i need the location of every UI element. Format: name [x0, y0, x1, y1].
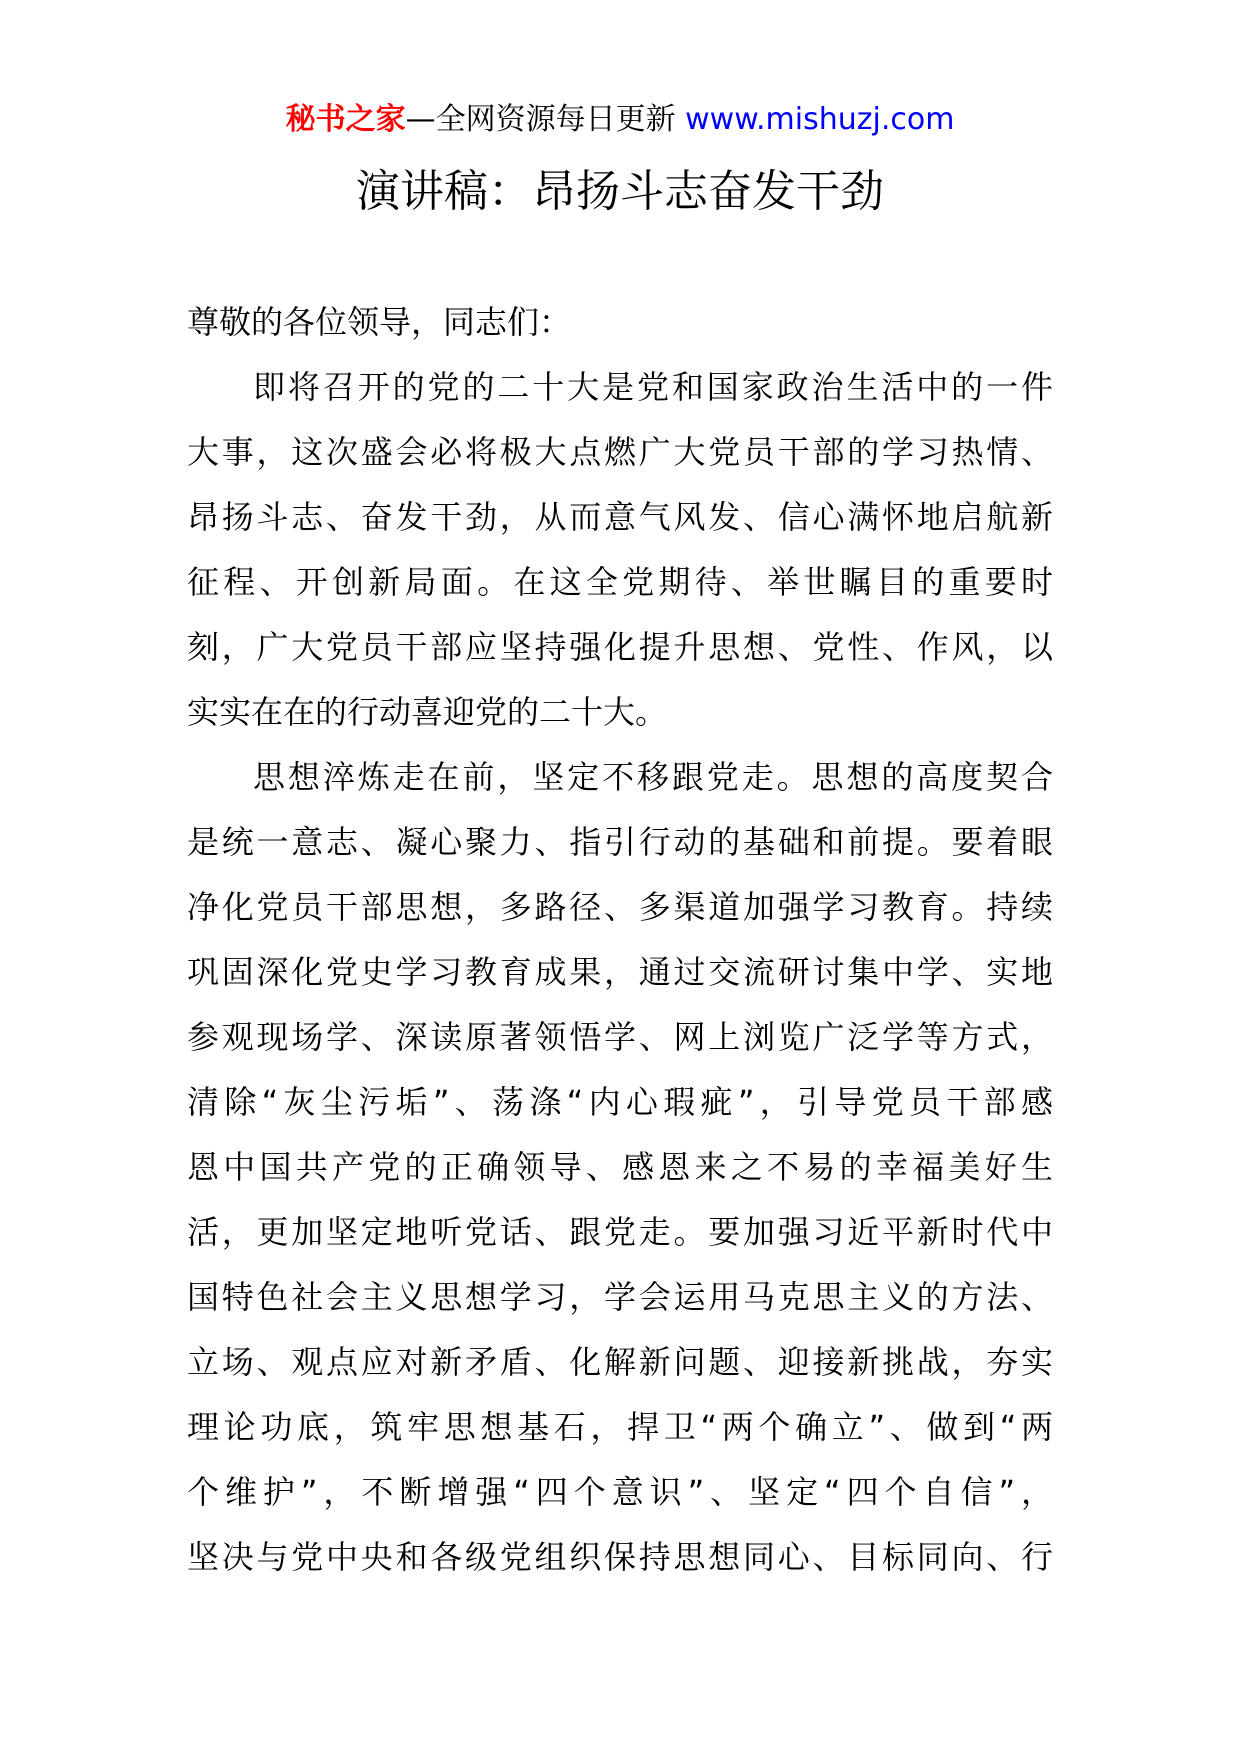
paragraph-2-line-5: 参观现场学、深读原著领悟学、网上浏览广泛学等方式， [187, 1018, 1053, 1056]
paragraph-2-line-12: 个维护”，不断增强“四个意识”、坚定“四个自信”， [187, 1473, 1053, 1511]
brand-tagline: —全网资源每日更新 [405, 102, 676, 137]
paragraph-2-line-3: 净化党员干部思想，多路径、多渠道加强学习教育。持续 [187, 888, 1053, 926]
paragraph-2-line-11: 理论功底，筑牢思想基石，捍卫“两个确立”、做到“两 [187, 1408, 1053, 1446]
brand-name: 秘书之家 [285, 102, 406, 137]
paragraph-2-line-13: 坚决与党中央和各级党组织保持思想同心、目标同向、行 [187, 1538, 1053, 1576]
paragraph-1-line-5: 刻，广大党员干部应坚持强化提升思想、党性、作风，以 [187, 628, 1053, 666]
salutation-line: 尊敬的各位领导，同志们： [187, 303, 572, 341]
document-body [187, 290, 1053, 1590]
paragraph-2-line-9: 国特色社会主义思想学习，学会运用马克思主义的方法、 [187, 1278, 1053, 1316]
site-header [0, 100, 1240, 140]
paragraph-1-line-4: 征程、开创新局面。在这全党期待、举世瞩目的重要时 [187, 563, 1053, 601]
paragraph-2-line-6: 清除“灰尘污垢”、荡涤“内心瑕疵”，引导党员干部感 [187, 1083, 1053, 1121]
paragraph-2-line-8: 活，更加坚定地听党话、跟党走。要加强习近平新时代中 [187, 1213, 1053, 1251]
paragraph-1-line-2: 大事，这次盛会必将极大点燃广大党员干部的学习热情、 [187, 433, 1053, 471]
site-url-link[interactable]: www.mishuzj.com [685, 102, 955, 137]
paragraph-1-line-3: 昂扬斗志、奋发干劲，从而意气风发、信心满怀地启航新 [187, 498, 1053, 536]
paragraph-2-line-10: 立场、观点应对新矛盾、化解新问题、迎接新挑战，夯实 [187, 1343, 1053, 1381]
paragraph-2-line-2: 是统一意志、凝心聚力、指引行动的基础和前提。要着眼 [187, 823, 1053, 861]
paragraph-2-line-1: 思想淬炼走在前，坚定不移跟党走。思想的高度契合 [253, 758, 1053, 796]
paragraph-2-line-7: 恩中国共产党的正确领导、感恩来之不易的幸福美好生 [187, 1148, 1053, 1186]
paragraph-2-line-4: 巩固深化党史学习教育成果，通过交流研讨集中学、实地 [187, 953, 1053, 991]
paragraph-1-line-6: 实实在在的行动喜迎党的二十大。 [187, 693, 668, 731]
paragraph-1-line-1: 即将召开的党的二十大是党和国家政治生活中的一件 [253, 368, 1053, 406]
document-title: 演讲稿：昂扬斗志奋发干劲 [356, 166, 884, 217]
